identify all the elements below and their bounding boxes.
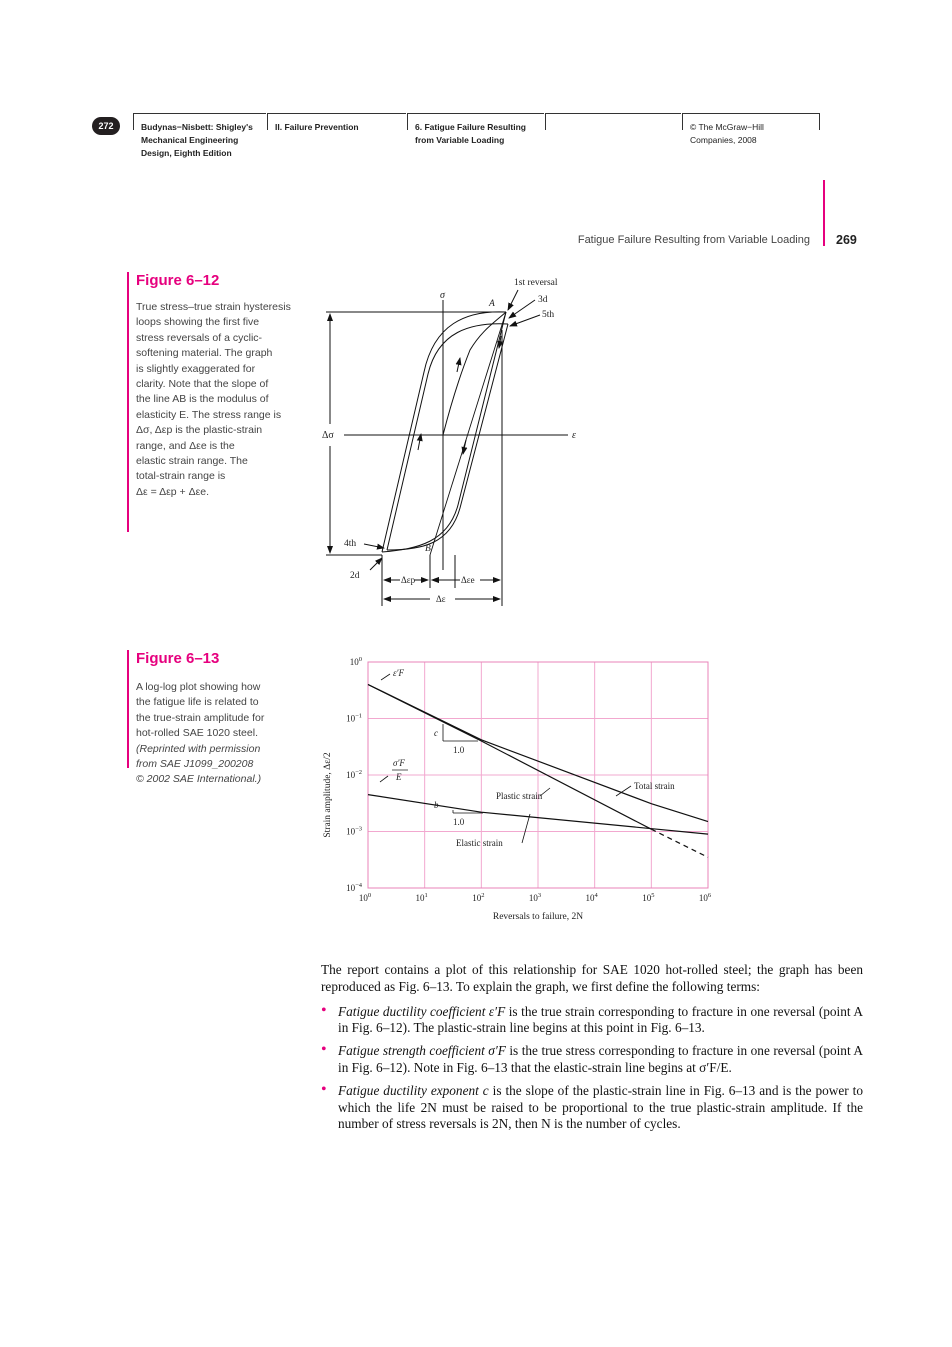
header-part-text: II. Failure Prevention <box>275 122 359 132</box>
elastic-intercept-num: σ′F <box>393 758 405 768</box>
running-head-title: Fatigue Failure Resulting from Variable Loading <box>577 234 810 246</box>
header-book-text: Budynas−Nisbett: Shigley's Mechanical Engineering Design, Eighth Edition <box>141 122 253 158</box>
fig12-third-label: 3d <box>538 295 548 305</box>
fig12-second-label: 2d <box>350 571 360 581</box>
fig12-dee-label: Δεe <box>461 575 475 585</box>
x-tick-label: $10^4$ <box>585 892 598 903</box>
fig12-dsigma-label: Δσ <box>322 430 334 441</box>
fig12-hysteresis-diagram <box>310 270 600 615</box>
header-chapter-text: 6. Fatigue Failure Resulting from Variable Loading <box>415 122 526 145</box>
x-tick-label: $10^1$ <box>415 892 428 903</box>
run-c-label: 1.0 <box>453 745 465 755</box>
chart-grid <box>368 662 708 888</box>
fig13-strain-life-chart <box>318 650 728 930</box>
bullet-dot: • <box>321 1080 327 1098</box>
fig12-fifth-label: 5th <box>542 310 555 320</box>
series-line-plastic-strain <box>368 685 651 830</box>
bullet-item: • Fatigue strength coefficient σ′F is the true stress corresponding to fracture in one reversal (point A in Fig. 6–12). Note in Fig. 6–13 that the elastic-strain line begins at σ′F/E. <box>321 1041 864 1075</box>
x-tick-label: $10^3$ <box>528 892 542 903</box>
x-tick-label: $10^5$ <box>642 892 655 903</box>
fig12-fourth-label: 4th <box>344 539 357 549</box>
y-tick-label: $10^{-4}$ <box>346 882 362 893</box>
slope-b-label: b <box>434 800 439 810</box>
y-tick-label: $10^{-1}$ <box>346 712 362 724</box>
fig13-title: Figure 6–13 <box>136 650 220 667</box>
first-reversal <box>443 312 506 435</box>
fig12-caption-rule <box>127 272 129 532</box>
intro-paragraph: The report contains a plot of this relationship for SAE 1020 hot-rolled steel; the graph has been reproduced as Fig. 6–13. To explain the graph, we first define the following terms: <box>321 962 863 994</box>
fig13-caption: A log-log plot showing how the fatigue life is related to the true-strain amplitude for hot-rolled SAE 1020 steel. (Reprinted with permission from SAE J1099_200208 © 2002 SAE International.) <box>136 681 265 786</box>
page-number-badge: 272 <box>92 117 120 135</box>
series-label: Elastic strain <box>456 838 503 848</box>
fig12-point-a: A <box>489 299 495 309</box>
elastic-intercept-den: E <box>396 772 402 782</box>
loop-left-inner <box>387 324 508 550</box>
body-text <box>321 962 863 1139</box>
bullet-item: • Fatigue ductility coefficient ε′F is the true strain corresponding to fracture in one reversal (point A in Fig. 6–12). The plastic-strain line begins at this point in Fig. 6–13. <box>321 1001 863 1036</box>
header-cell-blank <box>545 113 681 130</box>
fig12-point-b: B <box>425 544 431 554</box>
x-tick-label: $10^0$ <box>358 892 372 903</box>
y-tick-label: $10^{-3}$ <box>346 825 362 837</box>
series-label: Plastic strain <box>496 791 543 801</box>
running-head-rule <box>823 180 825 246</box>
slope-c-label: c <box>434 728 438 738</box>
bullet-dot: • <box>321 1041 327 1059</box>
series-leader <box>522 814 530 843</box>
series-label: Total strain <box>634 781 675 791</box>
fig12-de-label: Δε <box>436 594 446 604</box>
y-axis-label: Strain amplitude, Δε/2 <box>323 752 333 838</box>
loop-right-inner <box>387 324 508 550</box>
x-tick-label: $10^6$ <box>698 892 712 903</box>
bullet-dot: • <box>321 1001 327 1019</box>
fig13-caption-rule <box>127 650 129 768</box>
running-head-page: 269 <box>836 233 857 247</box>
y-tick-label: $10^0$ <box>349 656 362 667</box>
header-copyright-text: © The McGraw−Hill Companies, 2008 <box>690 122 764 145</box>
x-tick-label: $10^2$ <box>472 892 485 903</box>
fig12-first-label: 1st reversal <box>514 278 558 288</box>
y-tick-label: $10^{-2}$ <box>346 769 362 780</box>
plastic-intercept-label: ε′F <box>393 668 405 678</box>
bullet-item: • Fatigue ductility exponent c is the slope of the plastic-strain line in Fig. 6–13 and is the power to which the life 2N must be raised to be proportional to the true plastic-strain amplitude. If the number of stress reversals is 2N, then N is the number of cycles. <box>321 1080 863 1132</box>
fig12-title: Figure 6–12 <box>136 272 220 289</box>
fig12-dep-label: Δεp <box>401 575 416 585</box>
fig12-sigma-label: σ <box>440 290 445 301</box>
x-axis-label: Reversals to failure, 2N <box>492 912 584 922</box>
run-b-label: 1.0 <box>453 817 465 827</box>
fig12-caption: True stress–true strain hysteresis loops showing the first five stress reversals of a cyclic- softening material. The graph is slightly exaggerated for clarity. Note that the slope of the line AB is the modulus of elasticity E. The stress range is Δσ, Δεp is the plastic-strain range, and Δεe is the elastic strain range. The total-strain range is Δε = Δεp + Δεe. <box>136 301 291 498</box>
fig12-epsilon-label: ε <box>572 430 576 441</box>
